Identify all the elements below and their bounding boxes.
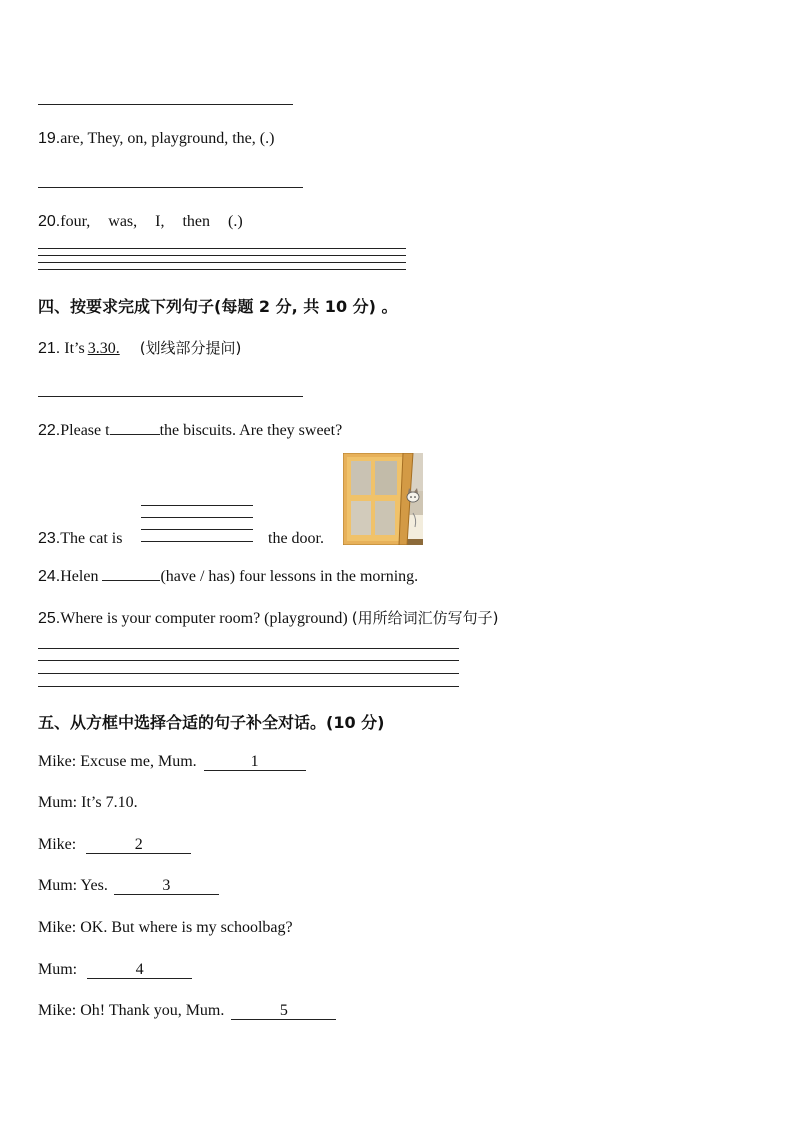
- answer-line: [38, 248, 406, 249]
- answer-line: [38, 673, 459, 674]
- dialogue-line-1: [38, 753, 306, 771]
- word-1: four,: [60, 213, 91, 230]
- answer-blank-5[interactable]: 5: [231, 1003, 336, 1020]
- dialogue-text: Oh! Thank you, Mum.: [80, 1002, 225, 1019]
- answer-line: [141, 505, 253, 506]
- answer-blank-3[interactable]: 3: [114, 878, 219, 895]
- answer-blank-4[interactable]: 4: [87, 962, 192, 979]
- question-after: (have / has) four lessons in the morning.: [160, 568, 419, 585]
- answer-line-q19[interactable]: [38, 187, 303, 188]
- question-text: Where is your computer room? (playground): [60, 610, 348, 627]
- speaker: Mike:: [38, 919, 77, 936]
- question-before: Please t: [60, 422, 110, 439]
- speaker: Mike:: [38, 1002, 77, 1019]
- question-25: [38, 607, 498, 628]
- question-note: (用所给词汇仿写句子): [351, 609, 499, 627]
- answer-line: [141, 517, 253, 518]
- answer-line: [141, 541, 253, 542]
- speaker: Mum:: [38, 877, 78, 894]
- question-before: Helen: [60, 568, 99, 585]
- answer-line: [38, 269, 406, 270]
- door-cat-illustration: [343, 453, 423, 545]
- answer-line-q18[interactable]: [38, 104, 293, 105]
- dialogue-text: It’s 7.10.: [81, 794, 138, 811]
- question-number: 23.: [38, 530, 61, 547]
- question-21: [38, 337, 241, 358]
- question-prefix: It’s: [64, 340, 85, 357]
- answer-blank-1[interactable]: 1: [204, 754, 306, 771]
- question-number: 24.: [38, 568, 61, 585]
- answer-line: [38, 255, 406, 256]
- dialogue-line-7: [38, 1002, 336, 1020]
- answer-line: [38, 262, 406, 263]
- speaker: Mum:: [38, 961, 78, 978]
- answer-blank-2[interactable]: 2: [86, 837, 191, 854]
- dialogue-text: Excuse me, Mum.: [80, 753, 197, 770]
- question-number: 20.: [38, 213, 61, 230]
- word-3: I,: [155, 213, 165, 230]
- section-5-heading: 五、从方框中选择合适的句子补全对话。(10 分): [38, 713, 385, 732]
- speaker: Mike:: [38, 753, 77, 770]
- underlined-answer: 3.30.: [87, 340, 120, 357]
- question-number: 21.: [38, 340, 61, 357]
- question-22: [38, 420, 342, 440]
- question-after: the biscuits. Are they sweet?: [159, 422, 343, 439]
- answer-line: [141, 529, 253, 530]
- question-note: (划线部分提问): [139, 339, 242, 357]
- question-number: 25.: [38, 610, 61, 627]
- section-4-heading: 四、按要求完成下列句子(每题 2 分, 共 10 分) 。: [38, 297, 398, 316]
- question-24: [38, 566, 418, 586]
- word-4: then: [182, 213, 211, 230]
- dialogue-line-6: [38, 961, 192, 979]
- door-cat-image: [343, 453, 423, 545]
- question-number: 19.: [38, 130, 61, 147]
- answer-line: [38, 686, 459, 687]
- answer-line-q21[interactable]: [38, 396, 303, 397]
- speaker: Mike:: [38, 836, 77, 853]
- dialogue-line-5: [38, 919, 293, 937]
- fill-blank[interactable]: [110, 420, 160, 435]
- dialogue-line-2: [38, 794, 138, 812]
- speaker: Mum:: [38, 794, 78, 811]
- dialogue-line-3: [38, 836, 191, 854]
- question-23: [38, 530, 122, 548]
- question-text: are, They, on, playground, the, (.): [60, 130, 275, 147]
- question-before: The cat is: [60, 530, 123, 547]
- answer-line: [38, 660, 459, 661]
- question-20: [38, 213, 261, 231]
- word-5: (.): [228, 213, 243, 230]
- dialogue-text: OK. But where is my schoolbag?: [80, 919, 293, 936]
- answer-line: [38, 648, 459, 649]
- dialogue-text: Yes.: [80, 877, 108, 894]
- dialogue-line-4: [38, 877, 219, 895]
- word-2: was,: [108, 213, 138, 230]
- question-number: 22.: [38, 422, 61, 439]
- question-23-after: the door.: [268, 530, 324, 547]
- question-19: [38, 130, 274, 148]
- fill-blank[interactable]: [102, 566, 160, 581]
